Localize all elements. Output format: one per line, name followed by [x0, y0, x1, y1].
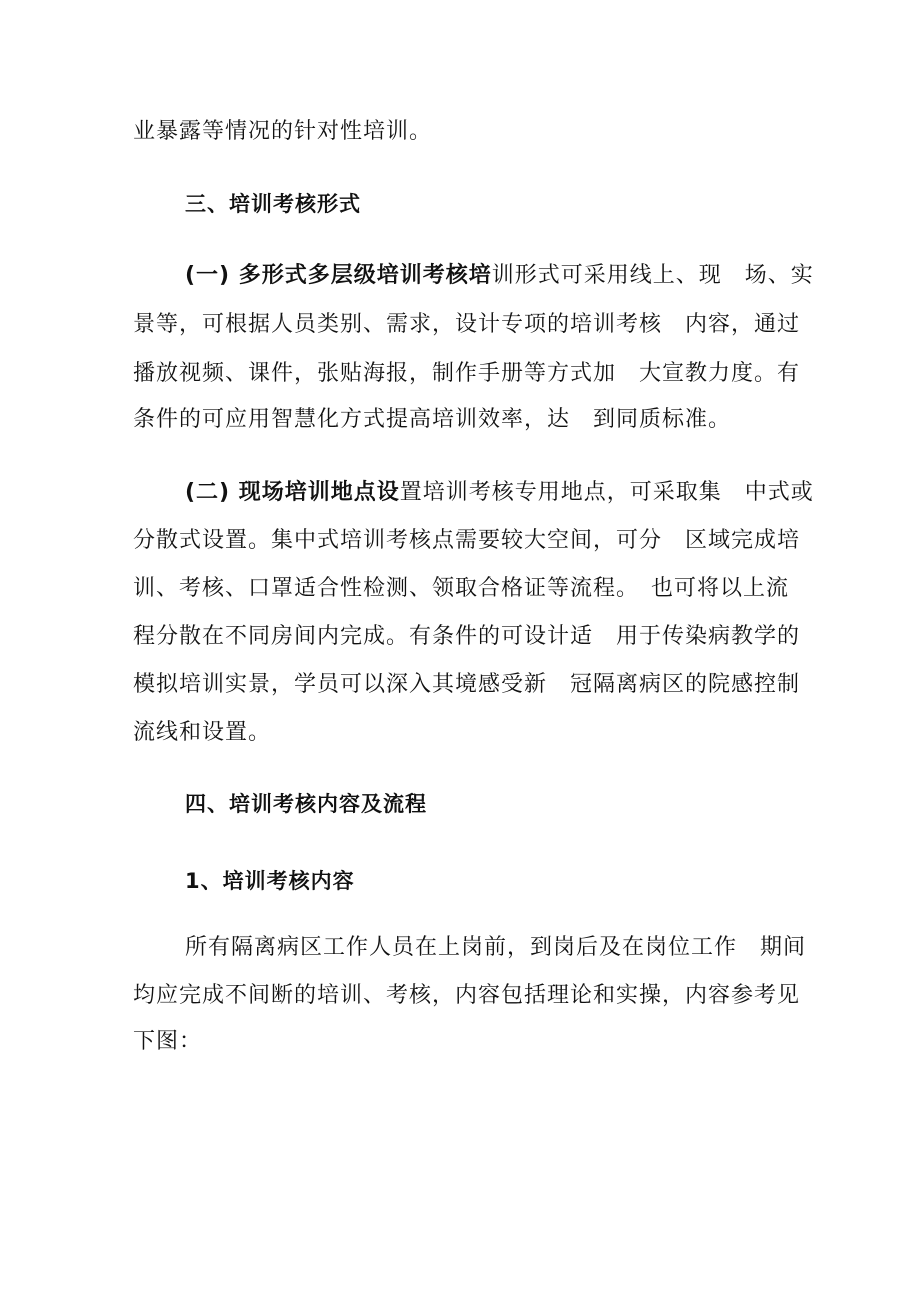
- paragraph-2-line-2: 分散式设置。集中式培训考核点需要较大空间，可分 区域完成培: [133, 528, 801, 553]
- paragraph-2-line-1: [185, 478, 855, 508]
- paragraph-2-text: 置培训考核专用地点，可采取集 中式或: [399, 480, 814, 505]
- paragraph-2-line-4: 程分散在不同房间内完成。有条件的可设计适 用于传染病教学的: [133, 624, 801, 649]
- paragraph-3-line-1: 所有隔离病区工作人员在上岗前，到岗后及在岗位工作 期间: [185, 935, 807, 960]
- paragraph-2-line-5: 模拟培训实景，学员可以深入其境感受新 冠隔离病区的院感控制: [133, 672, 801, 697]
- paragraph-3-line-3: 下图：: [133, 1029, 203, 1054]
- paragraph-1-line-4: 条件的可应用智慧化方式提高培训效率，达 到同质标准。: [133, 407, 732, 432]
- text-line: 业暴露等情况的针对性培训。: [133, 119, 433, 144]
- paragraph-1-line-3: 播放视频、课件，张贴海报，制作手册等方式加 大宣教力度。有: [133, 361, 801, 386]
- paragraph-1-text: 训形式可采用线上、现 场、实: [491, 263, 814, 288]
- paragraph-1-line-1: [185, 261, 855, 291]
- paragraph-1-lead: (一) 多形式多层级培训考核培: [185, 263, 492, 288]
- paragraph-1-line-2: 景等，可根据人员类别、需求，设计专项的培训考核 内容，通过: [133, 312, 801, 337]
- subsection-heading-1: 1、培训考核内容: [185, 869, 355, 893]
- paragraph-2-line-3: 训、考核、口罩适合性检测、领取合格证等流程。 也可将以上流: [133, 576, 790, 601]
- section-heading-3: 三、培训考核形式: [185, 192, 361, 216]
- paragraph-3-line-2: 均应完成不间断的培训、考核，内容包括理论和实操，内容参考见: [133, 983, 801, 1008]
- section-heading-4: 四、培训考核内容及流程: [185, 792, 427, 816]
- paragraph-2-lead: (二) 现场培训地点设: [185, 480, 400, 505]
- paragraph-2-line-6: 流线和设置。: [133, 720, 272, 745]
